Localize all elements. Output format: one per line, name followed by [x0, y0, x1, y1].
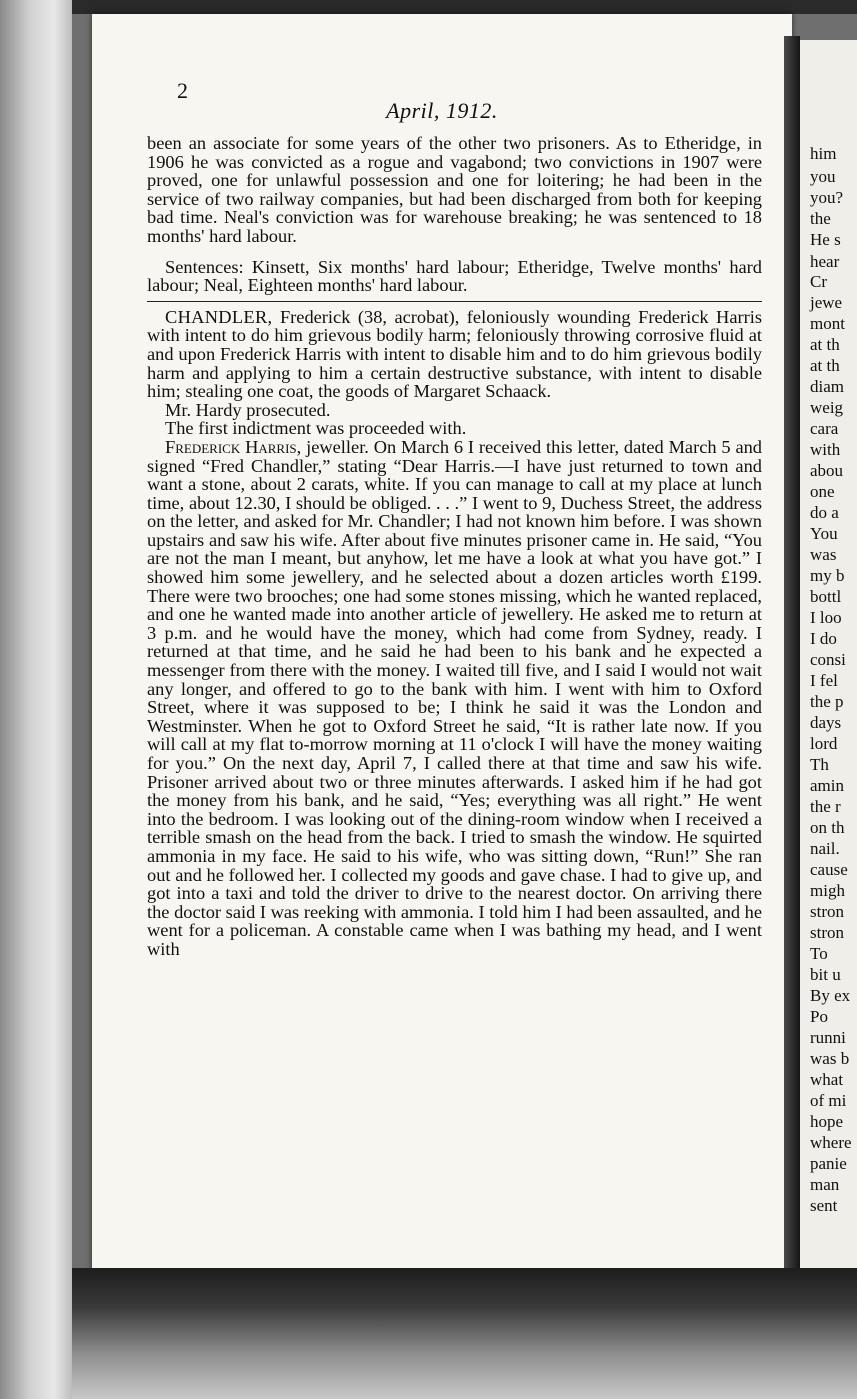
- adjacent-page-line: To: [810, 944, 828, 963]
- defendant-name: CHANDLER,: [165, 306, 273, 327]
- adjacent-page-line: with: [810, 440, 841, 459]
- adjacent-page-line: You: [810, 524, 838, 543]
- page-body: [147, 134, 762, 959]
- adjacent-page-line: diam: [810, 377, 844, 396]
- adjacent-page-line: Po: [810, 1007, 828, 1026]
- adjacent-page-line: weig: [810, 398, 844, 417]
- adjacent-page-line: I loo: [810, 608, 842, 627]
- adjacent-page-line: I do: [810, 629, 837, 648]
- adjacent-page-line: bit u: [810, 965, 841, 984]
- adjacent-page-line: cause: [810, 860, 848, 879]
- adjacent-page-line: was: [810, 545, 837, 564]
- paragraph-indictment: CHANDLER, Frederick (38, acrobat), feloniously wounding Frederick Harris with intent to do him grievous bodily harm; feloniously throwing corrosive fluid at and upon Frederick Harris with intent to disable him and to do him grievous bodily harm and applying to him a certain destructive substance, with intent to disable him; stealing one coat, the goods of Margaret Schaack.: [147, 306, 762, 402]
- adjacent-page-line: panie: [810, 1154, 847, 1173]
- adjacent-page-line: of mi: [810, 1091, 847, 1110]
- adjacent-page-line: one: [810, 482, 835, 501]
- adjacent-page-line: cara: [810, 419, 839, 438]
- adjacent-page-line: do a: [810, 503, 839, 522]
- scan-top-border: [72, 0, 857, 14]
- document-page: [92, 14, 792, 1282]
- adjacent-page-line: the: [810, 209, 831, 228]
- scan-binding-edge: [0, 0, 72, 1399]
- adjacent-page-line: mont: [810, 314, 845, 333]
- adjacent-page-line: lord: [810, 734, 838, 753]
- paragraph-witness-testimony: Frederick Harris, jeweller. On March 6 I received this letter, dated March 5 and signed “Fred Chandler,” stating “Dear Harris.—I have just returned to town and want a stone, about 2 carats, white. If you can manage to call at my place at lunch time, about 12.30, I should be obliged. . . .” I went to 9, Duchess Street, the address on the letter, and asked for Mr. Chandler; I had not known him before. I was shown upstairs and saw his wife. After about five minutes prisoner came in. He said, “You are not the man I meant, but anyhow, let me have a look at what you have got.” I showed him some jewellery, and he selected about a dozen articles worth £199. There were two brooches; one had some stones missing, which he wanted replaced, and one he wanted made into another article of jewellery. He asked me to return at 3 p.m. and he would have the money, which had come from Sydney, ready. I returned at that time, and he said he had been to his bank and he expected a messenger from there with the money. I waited till five, and I said I would not wait any longer, and offered to go to the bank with him. I went with him to Oxford Street, where it was supposed to be; I think he said it was the London and Westminster. When he got to Oxford Street he said, “It is rather late now. If you will call at my flat to-morrow morning at 11 o'clock I will have the money waiting for you.” On the next day, April 7, I called there at that time and saw his wife. Prisoner arrived about two or three minutes afterwards. I asked him if he had got the money from his bank, and he said, “Yes; everything was all right.” He went into the bedroom. I was looking out of the dining-room window when I received a terrible smash on the head from the back. I tried to smash the window. He squirted ammonia in my face. He said to his wife, who was sitting down, “Run!” She ran out and he followed her. I collected my goods and gave chase. I had to give up, and got into a taxi and told the driver to drive to the nearest doctor. On arriving there the doctor said I was reeking with ammonia. I told him I had been assaulted, and he went for a policeman. A constable came when I was bathing my head, and I went with: [147, 436, 762, 959]
- adjacent-page-line: stron: [810, 923, 844, 942]
- adjacent-page-line: you?: [810, 188, 844, 207]
- paragraph-prior-convictions: been an associate for some years of the other two prisoners. As to Etheridge, in 1906 he was convicted as a rogue and vagabond; two convictions in 1907 were proved, one for unlawful possession and one for loitering; he had been in the service of two railway companies, but had been discharged from both for keeping bad time. Neal's conviction was for warehouse breaking; he was sentenced to 18 months' hard labour.: [147, 133, 762, 246]
- adjacent-page-line: was b: [810, 1049, 850, 1068]
- adjacent-page-line: at th: [810, 356, 840, 375]
- adjacent-page-line: jewe: [810, 293, 843, 312]
- adjacent-page-line: migh: [810, 881, 845, 900]
- adjacent-page-line: abou: [810, 461, 844, 480]
- adjacent-page-line: what: [810, 1070, 844, 1089]
- page-number: 2: [177, 78, 188, 103]
- adjacent-page-line: hope: [810, 1112, 844, 1131]
- witness-name: Frederick Harris,: [165, 436, 302, 457]
- adjacent-page-line: sent: [810, 1196, 838, 1215]
- adjacent-page-line: on th: [810, 818, 845, 837]
- adjacent-page-line: amin: [810, 776, 844, 795]
- adjacent-page-line: By ex: [810, 986, 851, 1005]
- adjacent-page-line: Th: [810, 755, 829, 774]
- adjacent-page-line: hear: [810, 252, 840, 271]
- adjacent-page-line: where: [810, 1133, 852, 1152]
- paragraph-first-indictment: The first indictment was proceeded with.: [165, 418, 467, 439]
- paragraph-sentences: Sentences: Kinsett, Six months' hard labour; Etheridge, Twelve months' hard labour; Neal, Eighteen months' hard labour.: [147, 256, 762, 296]
- adjacent-page-line: the r: [810, 797, 841, 816]
- adjacent-page-line: He s: [810, 230, 841, 249]
- adjacent-page-fragment: [800, 40, 857, 1276]
- case-divider: [147, 301, 762, 302]
- scan-bottom-border: [72, 1268, 857, 1399]
- adjacent-page-line: stron: [810, 902, 844, 921]
- adjacent-page-line: I fel: [810, 671, 838, 690]
- adjacent-page-line: nail.: [810, 839, 840, 858]
- adjacent-page-line: Cr: [810, 272, 827, 291]
- adjacent-page-line: days: [810, 713, 842, 732]
- adjacent-page-line: the p: [810, 692, 844, 711]
- page-date-header: April, 1912.: [386, 98, 498, 123]
- adjacent-page-line: at th: [810, 335, 840, 354]
- page-gutter-shadow: [784, 36, 800, 1276]
- adjacent-page-line: man: [810, 1175, 840, 1194]
- adjacent-page-line: my b: [810, 566, 845, 585]
- adjacent-page-line: consi: [810, 650, 846, 669]
- adjacent-page-line: you: [810, 167, 836, 186]
- adjacent-page-line: him: [810, 144, 837, 163]
- paragraph-prosecutor: Mr. Hardy prosecuted.: [165, 399, 331, 420]
- adjacent-page-line: runni: [810, 1028, 846, 1047]
- adjacent-page-line: bottl: [810, 587, 842, 606]
